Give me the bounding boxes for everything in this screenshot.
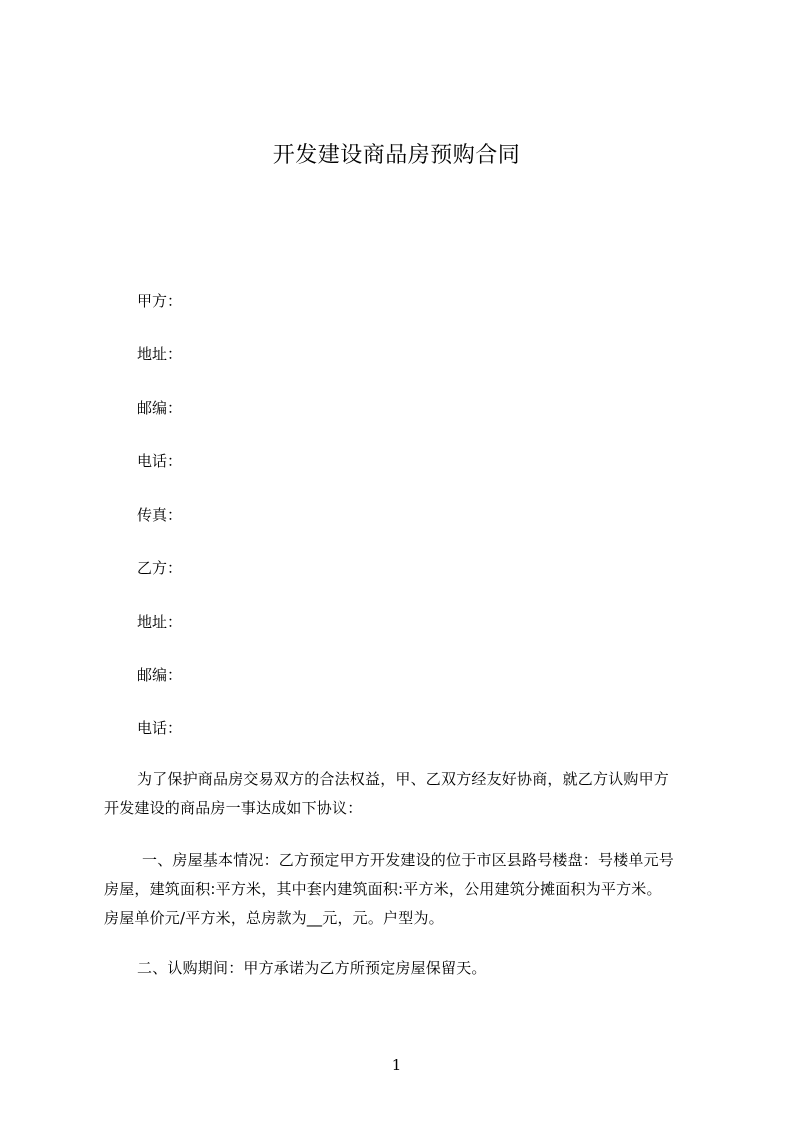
- party-b-label: 乙方：: [137, 559, 183, 577]
- clause-1-line-3: 房屋单价元/平方米，总房款为__元，元。户型为。: [104, 909, 444, 927]
- clause-2-paragraph: [104, 954, 700, 983]
- clause-2-line-1: 二、认购期间：甲方承诺为乙方所预定房屋保留天。: [137, 959, 487, 977]
- preamble-line-1: 为了保护商品房交易双方的合法权益，甲、乙双方经友好协商，就乙方认购甲方: [137, 770, 670, 788]
- party-a-address-label: 地址：: [137, 345, 183, 363]
- party-a-phone-label: 电话：: [137, 452, 183, 470]
- clause-1-paragraph: [104, 846, 700, 933]
- party-a-fax-label: 传真：: [137, 506, 183, 524]
- page-number: 1: [391, 1056, 402, 1074]
- preamble-paragraph: [104, 765, 700, 823]
- preamble-line-2: 开发建设的商品房一事达成如下协议：: [104, 799, 363, 817]
- clause-1-line-2: 房屋，建筑面积:平方米，其中套内建筑面积:平方米，公用建筑分摊面积为平方米。: [104, 880, 662, 898]
- party-b-address-label: 地址：: [137, 613, 183, 631]
- party-a-label: 甲方：: [137, 292, 183, 310]
- page-title: 开发建设商品房预购合同: [272, 143, 521, 168]
- party-b-phone-label: 电话：: [137, 719, 183, 737]
- party-a-postcode-label: 邮编：: [137, 399, 183, 417]
- clause-1-line-1: 一、房屋基本情况：乙方预定甲方开发建设的位于市区县路号楼盘：号楼单元号: [142, 851, 675, 869]
- party-b-postcode-label: 邮编：: [137, 666, 183, 684]
